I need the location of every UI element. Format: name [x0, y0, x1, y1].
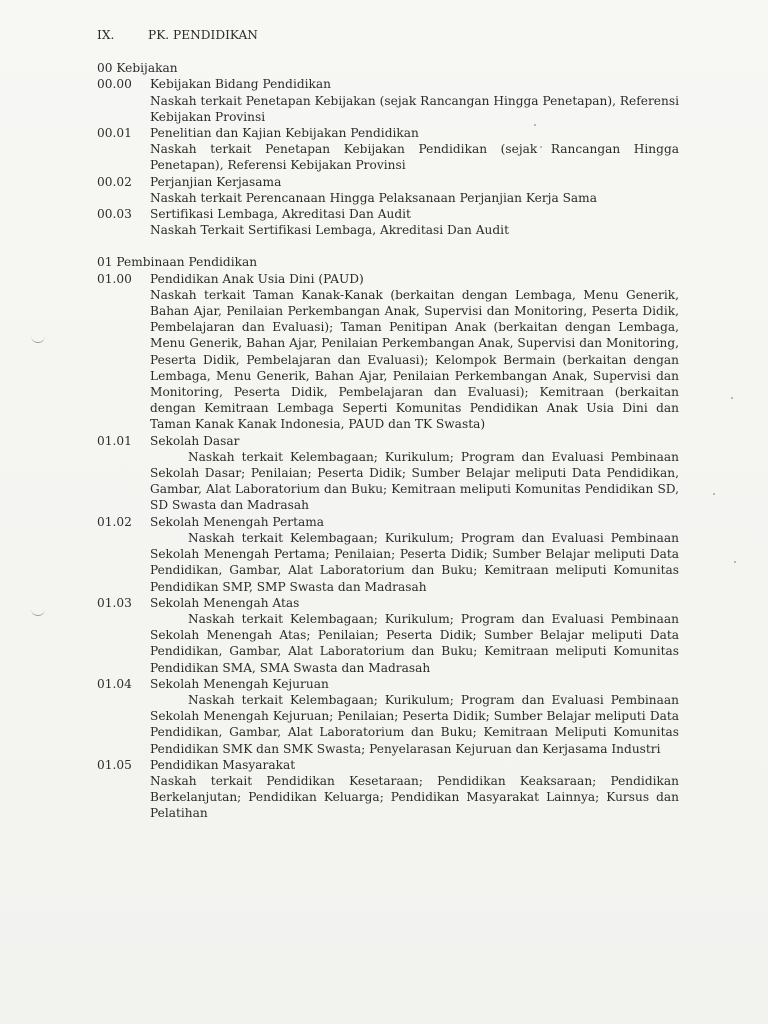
classification-title: Perjanjian Kerjasama: [150, 174, 282, 189]
section-pembinaan-pendidikan: [97, 254, 679, 821]
classification-entry: [97, 271, 679, 433]
classification-code: 00.00: [97, 77, 132, 92]
classification-entry: [97, 595, 679, 676]
classification-entry: [97, 125, 679, 174]
classification-description: Naskah terkait Kelembagaan; Kurikulum; Program dan Evaluasi Pembinaan Sekolah Menengah Kejuruan; Penilaian; Peserta Didik; Sumber Belajar meliputi Data Pendidikan, Gambar, Alat Laboratorium dan Buku; Kemitraan Meliputi Komunitas Pendidikan SMK dan SMK Swasta; Penyelarasan Kejuruan dan Kerjasama Industri: [150, 692, 679, 756]
classification-title: Penelitian dan Kajian Kebijakan Pendidikan: [150, 126, 419, 141]
classification-title: Pendidikan Masyarakat: [150, 757, 296, 772]
classification-description: Naskah terkait Perencanaan Hingga Pelaksanaan Perjanjian Kerja Sama: [150, 190, 597, 205]
classification-description: Naskah terkait Kelembagaan; Kurikulum; Program dan Evaluasi Pembinaan Sekolah Menengah Atas; Penilaian; Peserta Didik; Sumber Belajar meliputi Data Pendidikan, Gambar, Alat Laboratorium dan Buku; Kemitraan meliputi Komunitas Pendidikan SMA, SMA Swasta dan Madrasah: [150, 611, 679, 675]
classification-code: 01.03: [97, 595, 132, 610]
section-roman-numeral: IX.: [97, 28, 115, 42]
classification-entry: [97, 514, 679, 595]
classification-title: Sertifikasi Lembaga, Akreditasi Dan Audit: [150, 207, 411, 222]
classification-code: 01.00: [97, 271, 132, 286]
hole-punch-mark: [31, 334, 45, 343]
classification-entry: [97, 676, 679, 757]
classification-code: 00.02: [97, 174, 132, 189]
classification-code: 01.01: [97, 433, 132, 448]
classification-title: Sekolah Menengah Pertama: [150, 514, 325, 529]
classification-code: 01.05: [97, 757, 132, 772]
classification-description: Naskah Terkait Sertifikasi Lembaga, Akreditasi Dan Audit: [150, 223, 509, 238]
document-content: [97, 27, 679, 838]
classification-code: 00.01: [97, 126, 132, 141]
classification-title: Sekolah Dasar: [150, 433, 240, 448]
classification-description: Naskah terkait Pendidikan Kesetaraan; Pendidikan Keaksaraan; Pendidikan Berkelanjutan; Pendidikan Keluarga; Pendidikan Masyarakat Lainnya; Kursus dan Pelatihan: [150, 773, 679, 821]
classification-entry: [97, 76, 679, 125]
paper-speck: [734, 561, 736, 563]
document-header: [97, 27, 679, 43]
section-heading: 00 Kebijakan: [97, 61, 178, 76]
classification-entry: [97, 174, 679, 206]
classification-description: Naskah terkait Taman Kanak-Kanak (berkaitan dengan Lembaga, Menu Generik, Bahan Ajar, Penilaian Perkembangan Anak, Supervisi dan Monitoring, Peserta Didik, Pembelajaran dan Evaluasi); Taman Penitipan Anak (berkaitan dengan Lembaga, Menu Generik, Bahan Ajar, Penilaian Perkembangan Anak, Supervisi dan Monitoring, Peserta Didik, Pembelajaran dan Evaluasi); Kelompok Bermain (berkaitan dengan Lembaga, Menu Generik, Bahan Ajar, Penilaian Perkembangan Anak, Supervisi dan Monitoring, Peserta Didik, Pembelajaran dan Evaluasi); Kemitraan (berkaitan dengan Kemitraan Lembaga Seperti Komunitas Pendidikan Anak Usia Dini dan Taman Kanak Kanak Indonesia, PAUD dan TK Swasta): [150, 287, 679, 432]
classification-title: Sekolah Menengah Kejuruan: [150, 676, 329, 691]
classification-code: 01.02: [97, 514, 132, 529]
section-heading: 01 Pembinaan Pendidikan: [97, 255, 258, 270]
paper-speck: [731, 397, 733, 399]
classification-code: 01.04: [97, 676, 132, 691]
paper-speck: [713, 493, 715, 495]
hole-punch-mark: [31, 607, 45, 616]
classification-entry: [97, 757, 679, 822]
classification-description: Naskah terkait Penetapan Kebijakan (sejak Rancangan Hingga Penetapan), Referensi Kebijakan Provinsi: [150, 93, 679, 124]
classification-title: Pendidikan Anak Usia Dini (PAUD): [150, 271, 364, 286]
classification-entry: [97, 433, 679, 514]
classification-description: Naskah terkait Kelembagaan; Kurikulum; Program dan Evaluasi Pembinaan Sekolah Dasar; Penilaian; Peserta Didik; Sumber Belajar meliputi Data Pendidikan, Gambar, Alat Laboratorium dan Buku; Kemitraan meliputi Komunitas Pendidikan SD, SD Swasta dan Madrasah: [150, 449, 679, 513]
classification-code: 00.03: [97, 207, 132, 222]
section-kebijakan: [97, 60, 679, 238]
classification-entry: [97, 206, 679, 238]
classification-title: Kebijakan Bidang Pendidikan: [150, 77, 332, 92]
classification-description: Naskah terkait Kelembagaan; Kurikulum; Program dan Evaluasi Pembinaan Sekolah Menengah Pertama; Penilaian; Peserta Didik; Sumber Belajar meliputi Data Pendidikan, Gambar, Alat Laboratorium dan Buku; Kemitraan meliputi Komunitas Pendidikan SMP, SMP Swasta dan Madrasah: [150, 530, 679, 594]
classification-description: Naskah terkait Penetapan Kebijakan Pendidikan (sejak Rancangan Hingga Penetapan), Referensi Kebijakan Provinsi: [150, 142, 679, 173]
page-title: PK. PENDIDIKAN: [148, 28, 258, 42]
classification-title: Sekolah Menengah Atas: [150, 595, 300, 610]
